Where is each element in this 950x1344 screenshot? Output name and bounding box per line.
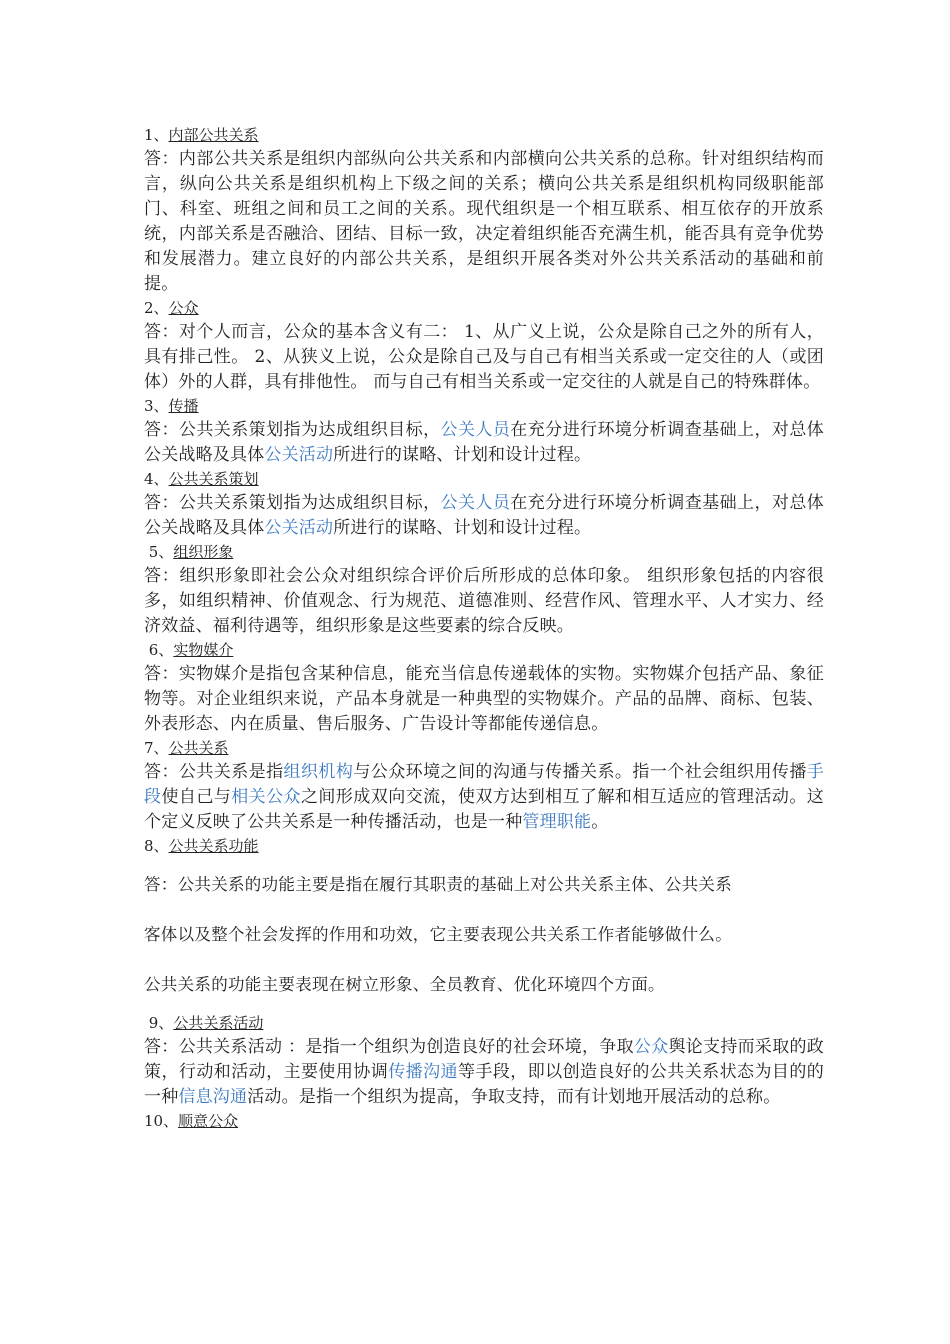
answer-text: 组织形象即社会公众对组织综合评价后所形成的总体印象。 组织形象包括的内容很多，如组织精神、价值观念、行为规范、道德准则、经营作风、管理水平、人才实力、经济效益、福利待遇等，组织形象是这些要素的综合反映。 [144, 566, 824, 636]
answer-text: 公共关系策划指为达成组织目标， [178, 493, 441, 513]
item-8-answer [144, 860, 824, 1010]
answer-prefix: 答： [144, 566, 180, 586]
answer-line [144, 960, 824, 1010]
item-title: 内部公共关系 [168, 126, 259, 144]
answer-prefix: 答： [144, 1037, 179, 1057]
answer-text: 公共关系的功能主要是指在履行其职责的基础上对公共关系主体、公共关系 [177, 875, 733, 894]
link-pr-staff[interactable]: 公关人员 [440, 420, 511, 440]
item-9-answer [144, 1035, 824, 1110]
link-pr-activity[interactable]: 公关活动 [264, 518, 334, 538]
answer-text: 公共关系的功能主要表现在树立形象、全员教育、优化环境四个方面。 [144, 975, 665, 994]
item-4-answer [144, 491, 824, 541]
item-title: 公共关系活动 [173, 1014, 264, 1032]
item-1-answer [144, 147, 824, 297]
item-number: 4、 [144, 470, 169, 488]
link-pr-activity[interactable]: 公关活动 [264, 445, 334, 465]
link-means[interactable]: 手段 [144, 762, 824, 807]
answer-line [144, 860, 824, 910]
item-number: 2、 [144, 299, 169, 317]
answer-text: 。 [591, 812, 609, 832]
item-number: 5、 [148, 543, 174, 561]
answer-text: 等手段，即以创造良好的公共关系状态为目的的一种 [144, 1062, 824, 1107]
answer-prefix: 答： [144, 149, 179, 169]
answer-prefix: 答： [144, 493, 179, 513]
answer-text: 在充分进行环境分析调查基础上，对总体公关战略及具体 [144, 493, 824, 538]
link-communication[interactable]: 传播沟通 [388, 1062, 458, 1082]
answer-text: 公共关系是指 [178, 762, 284, 782]
link-management-function[interactable]: 管理职能 [522, 812, 592, 832]
answer-text: 对个人而言，公众的基本含义有二： 1、从广义上说，公众是除自己之外的所有人，具有排己性。 2、从狭义上说，公众是除自己及与自己有相当关系或一定交往的人（或团体）外的人群，具有排他性。 而与自己有相当关系或一定交往的人就是自己的特殊群体。 [144, 322, 824, 392]
item-7-answer [144, 760, 824, 835]
link-public[interactable]: 公众 [633, 1037, 669, 1057]
link-related-public[interactable]: 相关公众 [231, 787, 301, 807]
item-number: 10、 [144, 1112, 179, 1130]
answer-prefix: 答： [144, 322, 179, 342]
link-organization[interactable]: 组织机构 [283, 762, 354, 782]
answer-text: 所进行的谋略、计划和设计过程。 [333, 445, 592, 465]
answer-prefix: 答： [144, 420, 179, 440]
item-2-heading [144, 297, 824, 320]
answer-text: 舆论支持而采取的政策，行动和活动，主要使用协调 [144, 1037, 824, 1082]
item-3-heading [144, 395, 824, 418]
item-title: 顺意公众 [178, 1112, 239, 1130]
answer-prefix: 答： [144, 664, 179, 684]
document-content [144, 124, 824, 1133]
answer-prefix: 答： [144, 875, 178, 894]
item-number: 9、 [148, 1014, 174, 1032]
item-9-heading [144, 1012, 824, 1035]
item-2-answer [144, 320, 824, 395]
answer-line [144, 910, 824, 960]
answer-text: 公共关系策划指为达成组织目标， [178, 420, 441, 440]
answer-text: 内部公共关系是组织内部纵向公共关系和内部横向公共关系的总称。针对组织结构而言，纵向公共关系是组织机构上下级之间的关系；横向公共关系是组织机构同级职能部门、科室、班组之间和员工之间的关系。现代组织是一个相互联系、相互依存的开放系统，内部关系是否融洽、团结、目标一致，决定着组织能否充满生机，能否具有竞争优势和发展潜力。建立良好的内部公共关系，是组织开展各类对外公共关系活动的基础和前提。 [144, 149, 824, 294]
item-title: 实物媒介 [173, 641, 234, 659]
item-title: 公众 [168, 299, 199, 317]
item-3-answer [144, 418, 824, 468]
answer-text: 之间形成双向交流，使双方达到相互了解和相互适应的管理活动。这个定义反映了公共关系是一种传播活动，也是一种 [144, 787, 824, 832]
answer-text: 使自己与 [161, 787, 232, 807]
item-5-heading [144, 541, 824, 564]
answer-text: 与公众环境之间的沟通与传播关系。指一个社会组织用传播 [353, 762, 807, 782]
item-6-answer [144, 662, 824, 737]
link-information-communication[interactable]: 信息沟通 [178, 1087, 248, 1107]
item-title: 公共关系功能 [168, 837, 259, 855]
item-number: 3、 [144, 397, 169, 415]
item-1-heading [144, 124, 824, 147]
answer-text: 实物媒介是指包含某种信息，能充当信息传递载体的实物。实物媒介包括产品、象征物等。对企业组织来说，产品本身就是一种典型的实物媒介。产品的品牌、商标、包装、外表形态、内在质量、售后服务、广告设计等都能传递信息。 [144, 664, 824, 734]
item-number: 7、 [144, 739, 169, 757]
answer-text: 公共关系活动 ：是指一个组织为创造良好的社会环境，争取 [178, 1037, 634, 1057]
item-10-heading [144, 1110, 824, 1133]
answer-text: 活动。是指一个组织为提高，争取支持，而有计划地开展活动的总称。 [247, 1087, 781, 1107]
item-title: 公共关系 [168, 739, 229, 757]
item-number: 1、 [144, 126, 169, 144]
item-5-answer [144, 564, 824, 639]
answer-text: 在充分进行环境分析调查基础上，对总体公关战略及具体 [144, 420, 824, 465]
item-number: 6、 [148, 641, 174, 659]
item-7-heading [144, 737, 824, 760]
item-4-heading [144, 468, 824, 491]
answer-text: 所进行的谋略、计划和设计过程。 [333, 518, 592, 538]
answer-prefix: 答： [144, 762, 179, 782]
item-title: 组织形象 [173, 543, 234, 561]
item-number: 8、 [144, 837, 169, 855]
item-8-heading [144, 835, 824, 858]
item-title: 传播 [168, 397, 199, 415]
answer-text: 客体以及整个社会发挥的作用和功效，它主要表现公共关系工作者能够做什么。 [144, 925, 732, 944]
item-title: 公共关系策划 [168, 470, 259, 488]
item-6-heading [144, 639, 824, 662]
link-pr-staff[interactable]: 公关人员 [440, 493, 511, 513]
